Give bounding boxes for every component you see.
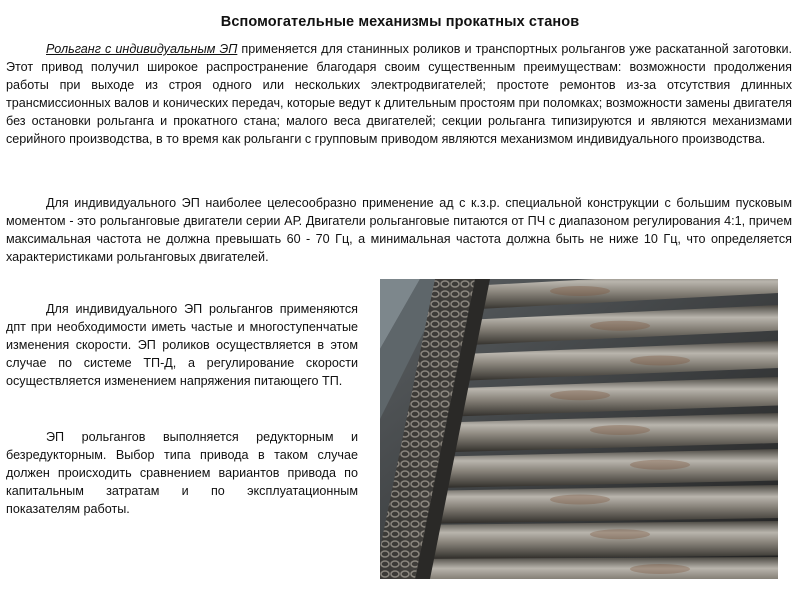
rust-spot: [550, 286, 610, 296]
rust-spot: [550, 390, 610, 400]
roller-conveyor-photo: [380, 279, 778, 579]
roller: [394, 557, 778, 579]
roller-conveyor-illustration: [380, 279, 778, 579]
rust-spot: [630, 564, 690, 574]
roller: [400, 521, 778, 560]
page-title: Вспомогательные механизмы прокатных станов: [220, 14, 580, 30]
rust-spot: [630, 460, 690, 470]
rust-spot: [590, 529, 650, 539]
paragraph-lead-term: Рольганг с индивидуальным ЭП: [46, 42, 238, 56]
rust-spot: [630, 356, 690, 366]
rust-spot: [590, 321, 650, 331]
roller: [406, 485, 778, 524]
paragraph-induction-motors: Для индивидуального ЭП наиболее целесообразно применение ад с к.з.р. специальной конструкции с большим пусковым моментом - это рольганговые двигатели серии АР. Двигатели рольганговые питаются от ПЧ с диапазоном регулирования 4:1, причем максимальная частота не должна превышать 60 - 70 Гц, а минимальная частота должна быть не ниже 10 Гц, что определяется характеристиками рольганговых двигателей.: [6, 196, 792, 264]
paragraph-dc-drives: Для индивидуального ЭП рольгангов применяются дпт при необходимости иметь частые и многоступенчатые изменения скорости. ЭП роликов осуществляется в этом случае по системе ТП-Д, а регулирование скорости осуществляется изменением напряжения питающего ТП.: [6, 302, 358, 388]
rust-spot: [550, 495, 610, 505]
paragraph-intro: [6, 40, 792, 148]
paragraph-intro-text: применяется для станинных роликов и транспортных рольгангов уже раскатанной заготовки. Этот привод получил широкое распространение благодаря своим существенным преимуществам: возможности продолжения работы при выходе из строя одного или нескольких электродвигателей; простоте ремонтов из-за отсутствия длинных трансмиссионных валов и конических передач, которые ведут к длительным простоям при поломках; возможности замены двигателя без остановки рольганга и прокатного стана; малого веса двигателей; секции рольганга типизируются и являются механизмами серийного производства, в то время как рольганги с групповым приводом являются механизмом индивидуального производства.: [6, 42, 792, 146]
paragraph-gear-drives: ЭП рольгангов выполняется редукторным и безредукторным. Выбор типа привода в таком случае должен происходить сравнением вариантов привода по капитальным затратам и по эксплуатационным показателям работы.: [6, 430, 358, 516]
rust-spot: [590, 425, 650, 435]
